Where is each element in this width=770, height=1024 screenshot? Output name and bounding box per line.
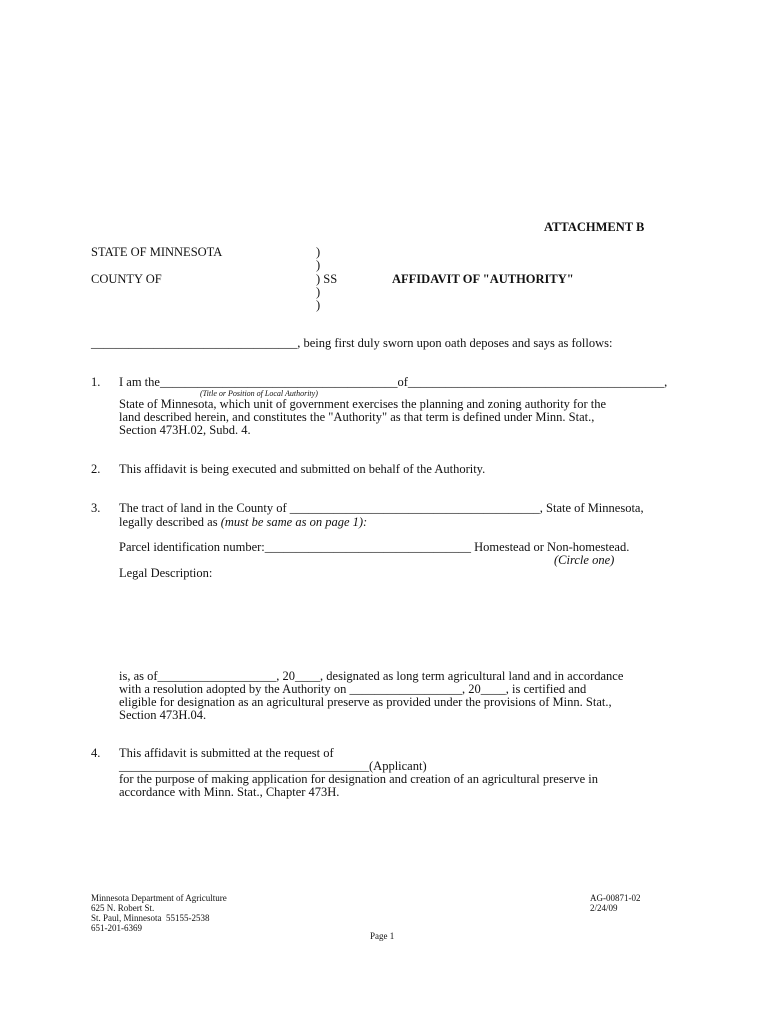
circle-one-note: (Circle one)	[554, 553, 615, 567]
designation-line-3: eligible for designation as an agricultural preserve as provided under the provisions of Minn. Stat.,	[119, 695, 612, 709]
item-1-title-line: I am the______________________________________of_________________________________________,	[119, 375, 668, 389]
footer-phone: 651-201-6369	[91, 923, 142, 933]
item-3-line-2-prefix: legally described as	[119, 515, 221, 529]
designation-line-4: Section 473H.04.	[119, 708, 207, 722]
paren-line-2: )	[316, 258, 321, 272]
footer-date: 2/24/09	[590, 903, 618, 913]
item-3-line-2	[119, 516, 367, 529]
item-1-text-3: Section 473H.02, Subd. 4.	[119, 423, 251, 437]
item-4-applicant-line: ________________________________________(Applicant)	[119, 759, 427, 773]
item-1-number: 1.	[91, 375, 101, 389]
paren-line-5: )	[316, 298, 321, 312]
item-1-caption: (Title or Position of Local Authority)	[200, 389, 318, 398]
item-4-number: 4.	[91, 746, 101, 760]
item-4-text-4: accordance with Minn. Stat., Chapter 473H.	[119, 785, 340, 799]
item-1-text-1: State of Minnesota, which unit of government exercises the planning and zoning authority for the	[119, 397, 607, 411]
item-3-line-1: The tract of land in the County of ________________________________________, State of Minnesota,	[119, 501, 644, 515]
footer-org-name: Minnesota Department of Agriculture	[91, 893, 227, 903]
page-number: Page 1	[370, 931, 395, 941]
paren-line-1: )	[316, 245, 321, 259]
county-label: COUNTY OF	[91, 272, 162, 286]
footer-city: St. Paul, Minnesota 55155-2538	[91, 913, 210, 923]
item-3-number: 3.	[91, 501, 101, 515]
footer-form-id: AG-00871-02	[590, 893, 641, 903]
designation-line-2: with a resolution adopted by the Authority on __________________, 20____, is certified and	[119, 682, 587, 696]
footer-address: 625 N. Robert St.	[91, 903, 155, 913]
designation-line-1: is, as of___________________, 20____, designated as long term agricultural land and in accordance	[119, 669, 624, 683]
parcel-line: Parcel identification number:_________________________________ Homestead or Non-homestead.	[119, 540, 630, 554]
item-3-line-2-italic: (must be same as on page 1):	[220, 515, 368, 529]
item-4-text-1: This affidavit is submitted at the request of	[119, 746, 334, 760]
item-4-text-3: for the purpose of making application for designation and creation of an agricultural preserve in	[119, 772, 598, 786]
attachment-heading: ATTACHMENT B	[544, 220, 645, 234]
item-2-text: This affidavit is being executed and submitted on behalf of the Authority.	[119, 462, 486, 476]
paren-line-4: )	[316, 285, 321, 299]
affidavit-title: AFFIDAVIT OF "AUTHORITY"	[392, 272, 574, 286]
intro-line: _________________________________, being first duly sworn upon oath deposes and says as follows:	[91, 336, 613, 350]
legal-description-label: Legal Description:	[119, 566, 213, 580]
item-2-number: 2.	[91, 462, 101, 476]
state-label: STATE OF MINNESOTA	[91, 245, 223, 259]
paren-line-ss: ) SS	[316, 272, 338, 286]
item-1-text-2: land described herein, and constitutes the "Authority" as that term is defined under Minn. Stat.,	[119, 410, 595, 424]
